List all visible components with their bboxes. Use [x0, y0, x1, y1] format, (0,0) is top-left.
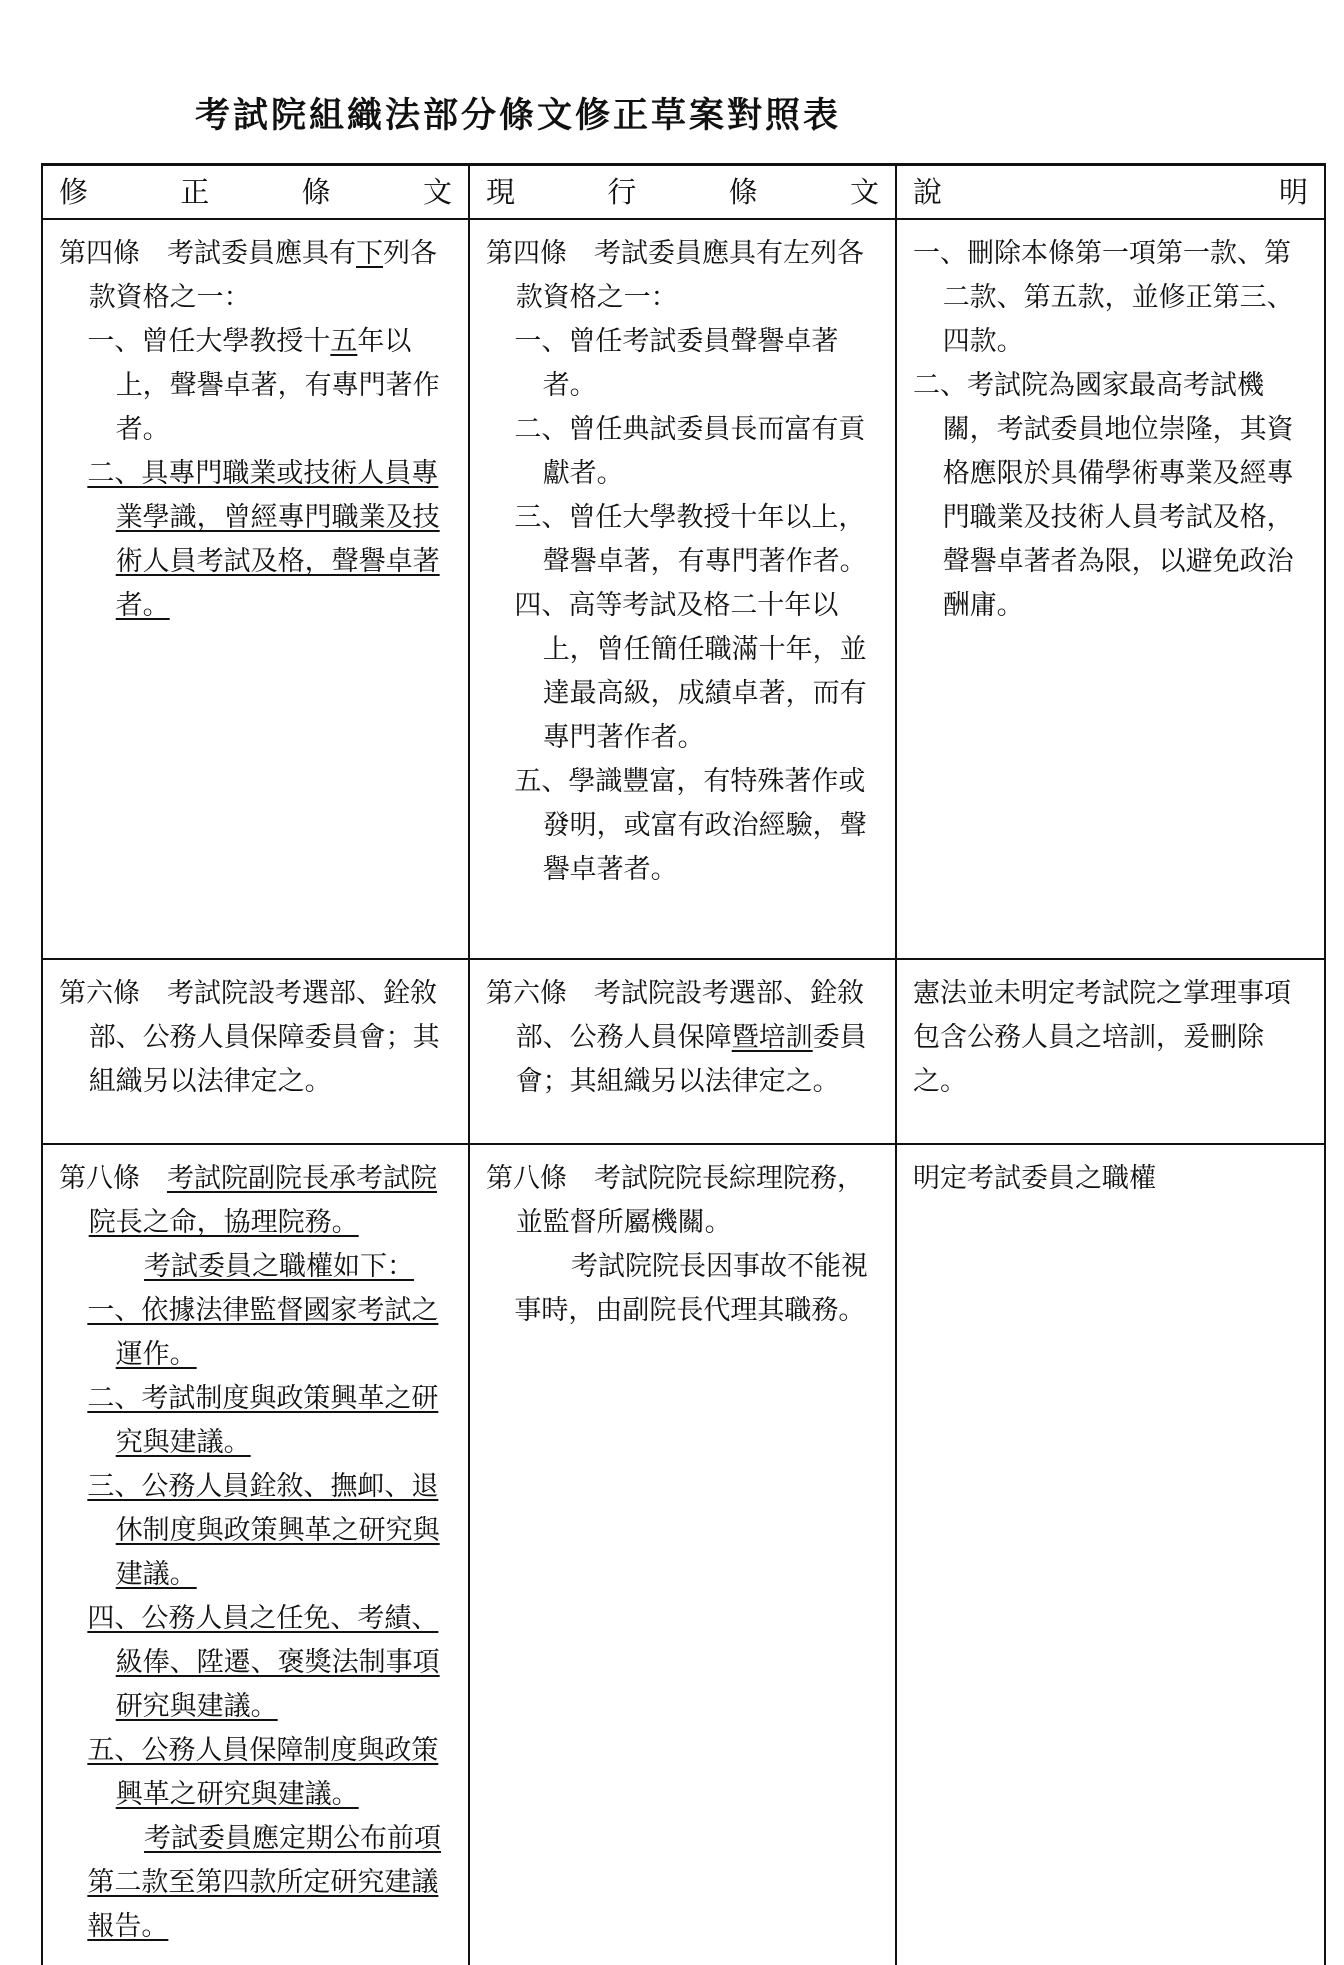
table-header-row — [42, 165, 1325, 220]
header-amended — [42, 165, 469, 220]
article-heading: 第八條 考試院副院長承考試院院長之命，協理院務。 — [59, 1163, 437, 1238]
article-heading: 第四條 考試委員應具有下列各款資格之一： — [59, 238, 437, 313]
header-char: 文 — [849, 175, 879, 209]
current-cell — [469, 959, 896, 1144]
article-heading: 第八條 考試院院長綜理院務，並監督所屬機關。 — [486, 1163, 864, 1238]
amended-cell — [42, 1144, 469, 1965]
article-paragraph: 考試委員應定期公布前項第二款至第四款所定研究建議報告。 — [87, 1823, 442, 1942]
page-title: 考試院組織法部分條文修正草案對照表 — [195, 95, 842, 136]
header-char: 正 — [180, 175, 210, 209]
article-item: 五、公務人員保障制度與政策興革之研究與建議。 — [87, 1735, 439, 1810]
amended-cell — [42, 219, 469, 959]
header-current — [469, 165, 896, 220]
article-item: 五、學識豐富，有特殊著作或發明，或富有政治經驗，聲譽卓著者。 — [514, 766, 867, 885]
article-item: 一、曾任考試委員聲譽卓著者。 — [514, 326, 839, 401]
table-row-article-6 — [42, 959, 1325, 1144]
article-item: 二、考試制度與政策興革之研究與建議。 — [87, 1383, 439, 1458]
table-row-article-4 — [42, 219, 1325, 959]
explanation-text: 憲法並未明定考試院之掌理事項包含公務人員之培訓，爰刪除之。 — [913, 978, 1291, 1097]
article-item: 三、曾任大學教授十年以上，聲譽卓著，有專門著作者。 — [514, 502, 867, 577]
header-char: 行 — [607, 175, 637, 209]
comparison-table — [41, 163, 1326, 1965]
header-char: 文 — [422, 175, 452, 209]
article-item: 一、依據法律監督國家考試之運作。 — [87, 1295, 439, 1370]
current-cell — [469, 1144, 896, 1965]
article-item: 三、公務人員銓敘、撫卹、退休制度與政策興革之研究與建議。 — [87, 1471, 440, 1590]
article-paragraph: 考試委員之職權如下： — [144, 1251, 415, 1282]
article-item: 四、高等考試及格二十年以上，曾任簡任職滿十年，並達最高級，成績卓著，而有專門著作者。 — [514, 590, 867, 753]
explanation-item: 二、考試院為國家最高考試機關，考試委員地位崇隆，其資格應限於具備學術專業及經專門職業及技術人員考試及格，聲譽卓著者為限，以避免政治酬庸。 — [913, 370, 1294, 621]
explanation-item: 一、刪除本條第一項第一款、第二款、第五款，並修正第三、四款。 — [913, 238, 1294, 357]
table-row-article-8 — [42, 1144, 1325, 1965]
header-char: 現 — [486, 175, 516, 209]
article-text: 第六條 考試院設考選部、銓敘部、公務人員保障委員會；其組織另以法律定之。 — [59, 978, 440, 1097]
article-text: 第六條 考試院設考選部、銓敘部、公務人員保障暨培訓委員會；其組織另以法律定之。 — [486, 978, 867, 1097]
article-paragraph: 考試院院長因事故不能視事時，由副院長代理其職務。 — [514, 1251, 869, 1326]
explanation-cell — [896, 1144, 1325, 1965]
header-char: 條 — [301, 175, 331, 209]
header-char: 明 — [1278, 175, 1308, 209]
header-explanation — [896, 165, 1325, 220]
header-char: 說 — [913, 175, 943, 209]
article-item: 二、具專門職業或技術人員專業學識，曾經專門職業及技術人員考試及格，聲譽卓著者。 — [87, 458, 440, 621]
explanation-text: 明定考試委員之職權 — [913, 1163, 1156, 1194]
article-heading: 第四條 考試委員應具有左列各款資格之一： — [486, 238, 864, 313]
article-item: 二、曾任典試委員長而富有貢獻者。 — [514, 414, 866, 489]
explanation-cell — [896, 219, 1325, 959]
article-item: 四、公務人員之任免、考績、級俸、陞遷、褒獎法制事項研究與建議。 — [87, 1603, 440, 1722]
amended-cell — [42, 959, 469, 1144]
article-item: 一、曾任大學教授十五年以上，聲譽卓著，有專門著作者。 — [87, 326, 440, 445]
current-cell — [469, 219, 896, 959]
header-char: 修 — [59, 175, 89, 209]
explanation-cell — [896, 959, 1325, 1144]
header-char: 條 — [728, 175, 758, 209]
